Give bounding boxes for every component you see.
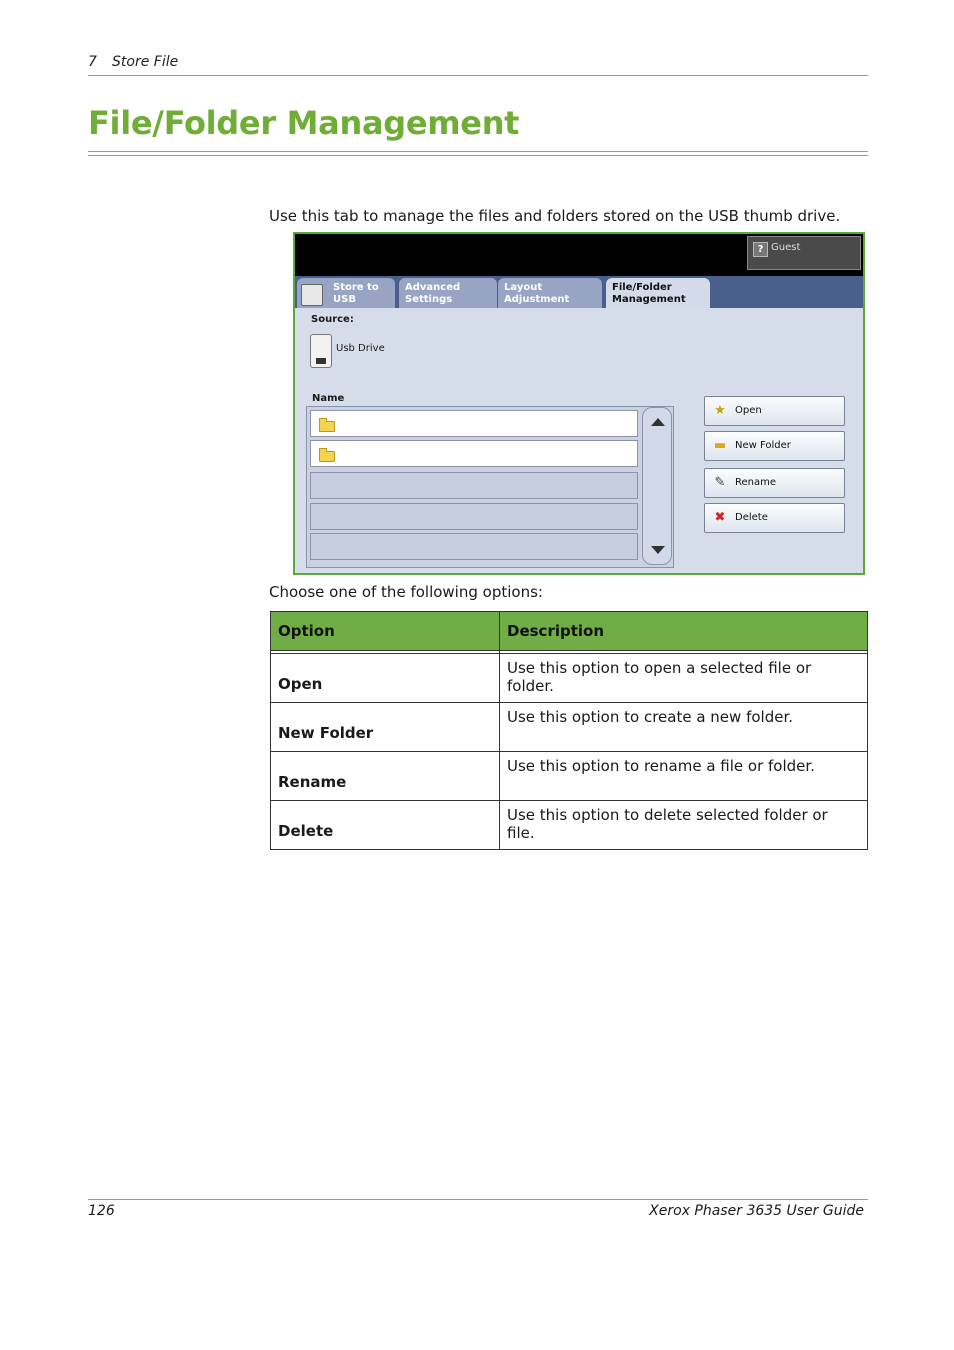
source-label: Source: bbox=[311, 314, 354, 325]
tab-panel bbox=[295, 308, 863, 573]
open-button[interactable]: ★ Open bbox=[704, 396, 845, 426]
column-header-option: Option bbox=[271, 612, 500, 651]
footer-rule bbox=[88, 1199, 868, 1200]
list-header: Name bbox=[312, 393, 345, 404]
list-scrollbar bbox=[642, 407, 672, 565]
tab-store-to-usb[interactable] bbox=[297, 278, 395, 309]
scroll-up-icon[interactable] bbox=[651, 418, 665, 426]
user-button[interactable] bbox=[747, 236, 861, 270]
running-header bbox=[88, 54, 178, 70]
scroll-down-icon[interactable] bbox=[651, 546, 665, 554]
tab-label: Advanced Settings bbox=[405, 282, 461, 305]
table-row bbox=[271, 654, 868, 703]
guide-title: Xerox Phaser 3635 User Guide bbox=[649, 1203, 864, 1219]
usb-store-icon bbox=[301, 284, 323, 306]
file-list bbox=[306, 406, 674, 568]
usb-drive-icon bbox=[310, 334, 332, 368]
status-bar bbox=[295, 234, 863, 276]
rename-icon: ✎ bbox=[714, 475, 726, 490]
new-folder-button[interactable]: ▬ New Folder bbox=[704, 431, 845, 461]
option-name: Rename bbox=[271, 752, 500, 801]
option-name: New Folder bbox=[271, 703, 500, 752]
tab-advanced-settings[interactable] bbox=[399, 278, 497, 309]
option-name: Delete bbox=[271, 801, 500, 850]
options-table bbox=[270, 611, 868, 850]
list-item-empty bbox=[310, 472, 638, 499]
tab-label: Store to USB bbox=[333, 282, 379, 305]
option-description: Use this option to delete selected folder or file. bbox=[500, 801, 868, 850]
tab-label: Layout Adjustment bbox=[504, 282, 570, 305]
page-number: 126 bbox=[88, 1203, 115, 1219]
tab-strip bbox=[295, 276, 863, 308]
option-description: Use this option to open a selected file or folder. bbox=[500, 654, 868, 703]
table-row bbox=[271, 801, 868, 850]
option-name: Open bbox=[271, 654, 500, 703]
delete-icon: ✖ bbox=[714, 510, 726, 525]
user-label: Guest bbox=[771, 242, 801, 253]
open-icon: ★ bbox=[714, 403, 726, 418]
tab-label: File/Folder Management bbox=[612, 282, 686, 305]
title-rule bbox=[88, 151, 868, 156]
table-row bbox=[271, 752, 868, 801]
option-description: Use this option to create a new folder. bbox=[500, 703, 868, 752]
list-item-empty bbox=[310, 533, 638, 560]
delete-button[interactable]: ✖ Delete bbox=[704, 503, 845, 533]
header-rule bbox=[88, 75, 868, 76]
tab-layout-adjustment[interactable] bbox=[498, 278, 602, 309]
rename-button[interactable]: ✎ Rename bbox=[704, 468, 845, 498]
page-title: File/Folder Management bbox=[88, 104, 520, 142]
list-item-empty bbox=[310, 503, 638, 530]
tab-file-folder-management[interactable] bbox=[606, 278, 710, 309]
folder-icon bbox=[319, 451, 335, 462]
device-screenshot bbox=[293, 232, 865, 575]
option-description: Use this option to rename a file or folder. bbox=[500, 752, 868, 801]
list-item[interactable] bbox=[310, 410, 638, 437]
table-header-row bbox=[271, 612, 868, 651]
choose-paragraph: Choose one of the following options: bbox=[269, 583, 543, 601]
table-row bbox=[271, 703, 868, 752]
list-item[interactable] bbox=[310, 440, 638, 467]
help-icon: ? bbox=[753, 242, 768, 257]
new-folder-icon: ▬ bbox=[713, 438, 727, 453]
folder-icon bbox=[319, 421, 335, 432]
chapter-title: Store File bbox=[112, 54, 179, 70]
source-value: Usb Drive bbox=[336, 343, 385, 354]
chapter-number: 7 bbox=[88, 54, 97, 70]
column-header-description: Description bbox=[500, 612, 868, 651]
intro-paragraph: Use this tab to manage the files and folders stored on the USB thumb drive. bbox=[269, 207, 841, 225]
